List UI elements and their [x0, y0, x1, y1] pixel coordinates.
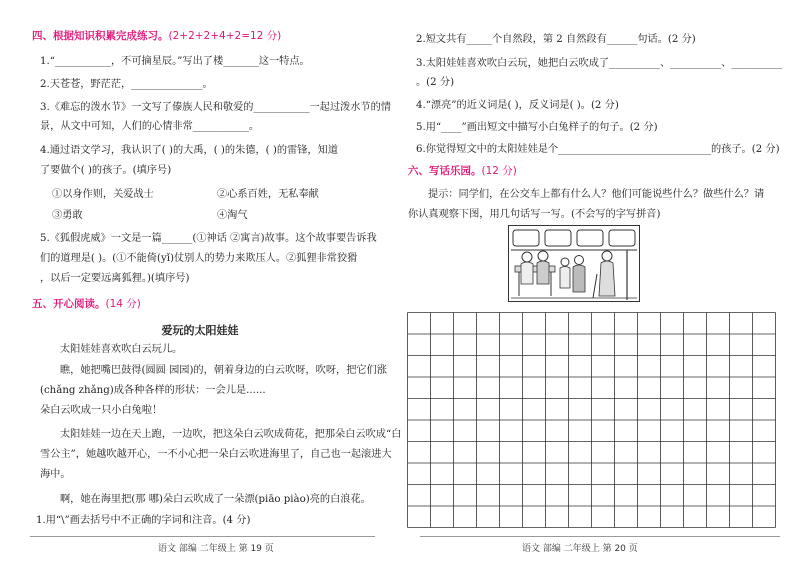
question-3-line-1: 3.《难忘的泼水节》一文写了傣族人民和敬爱的___________一起过泼水节的情	[40, 102, 391, 113]
question-5-line-1: 5.《狐假虎威》一文是一篇______(①神话 ②寓言)故事。这个故事要告诉我	[40, 233, 377, 244]
bus-scene-illustration	[508, 225, 640, 302]
writing-grid-lines	[407, 312, 783, 532]
question-5-line-3: ，以后一定要远离狐狸。)(填序号)	[40, 273, 190, 284]
writing-grid[interactable]	[407, 312, 783, 532]
option-4: ④淘气	[217, 210, 248, 221]
story-paragraph-2-line-1: 瞧，她把嘴巴鼓得(圆圆 园园)的，朝着身边的白云吹呀，吹呀，把它们涨	[60, 365, 387, 376]
reading-question-2: 2.短文共有_____个自然段，第 2 自然段有______句话。(2 分)	[416, 34, 696, 45]
right-footer-divider	[420, 536, 780, 537]
question-1: 1.“___________，不可摘星辰。”写出了楼_______这一特点。	[40, 56, 310, 67]
bus-scene-drawing	[509, 226, 639, 301]
reading-question-3-line-1: 3.太阳娃娃喜欢吹白云玩，她把白云吹成了__________、__________、__________	[416, 58, 783, 69]
section-4-title: 四、根据知识积累完成练习。	[32, 30, 169, 42]
story-title: 爱玩的太阳娃娃	[161, 324, 239, 337]
left-page-footer: 语文 部编 二年级上 第 19 页	[158, 544, 274, 554]
right-page-footer: 语文 部编 二年级上 第 20 页	[522, 544, 638, 554]
option-2: ②心系百姓，无私奉献	[217, 189, 319, 200]
left-footer-divider	[30, 536, 375, 537]
section-6-heading	[408, 165, 517, 178]
option-1: ①以身作则，关爱战士	[52, 189, 154, 200]
writing-prompt-line-1: 提示：同学们，在公交车上都有什么人？他们可能说些什么？做些什么？请	[428, 189, 765, 200]
story-paragraph-2-line-3: 朵白云吹成一只小白兔啦！	[40, 405, 163, 416]
section-5-title: 五、开心阅读。	[32, 298, 106, 310]
question-4-line-1: 4.通过语文学习，我认识了( )的大禹，( )的朱德，( )的雷锋，知道	[40, 145, 338, 156]
question-2: 2.天苍苍，野茫茫，______________。	[40, 79, 213, 90]
reading-question-5: 5.用“____”画出短文中描写小白兔样子的句子。(2 分)	[416, 122, 658, 133]
section-4-points: (2+2+2+4+2=12 分)	[168, 30, 282, 42]
question-4-line-2: 了要做个( )的孩子。(填序号)	[40, 165, 172, 176]
section-5-points: (14 分)	[105, 298, 141, 310]
writing-prompt-line-2: 你认真观察下图，用几句话写一写。(不会写的字写拼音)	[408, 209, 661, 220]
question-5-line-2: 们的道理是( )。(①不能倚(yǐ)仗别人的势力来欺压人。②狐狸非常狡猾	[40, 253, 358, 264]
story-paragraph-1: 太阳娃娃喜欢吹白云玩儿。	[60, 344, 183, 355]
section-6-title: 六、写话乐园。	[408, 165, 482, 177]
question-3-line-2: 景，从文中可知，人们的心情非常___________。	[40, 121, 260, 132]
story-paragraph-3-line-3: 海中。	[40, 469, 71, 480]
section-5-heading	[32, 298, 141, 311]
story-paragraph-3-line-2: 雪公主”，她越吹越开心，一不小心把一朵白云吹进海里了，自己也一起滚进大	[40, 449, 392, 460]
reading-question-3-line-2: 。(2 分)	[416, 77, 455, 88]
right-page	[400, 0, 800, 576]
section-6-points: (12 分)	[481, 165, 517, 177]
story-paragraph-3-line-1: 太阳娃娃一边在天上跑，一边吹，把这朵白云吹成荷花，把那朵白云吹成“白	[60, 429, 402, 440]
story-paragraph-2-line-2: (chǎng zhǎng)成各种各样的形状：一会儿是......	[40, 385, 266, 396]
section-4-heading	[32, 30, 281, 43]
story-paragraph-4: 啊，她在海里把(那 哪)朵白云吹成了一朵漂(piāo piào)亮的白浪花。	[60, 494, 371, 505]
reading-question-1: 1.用“\”画去括号中不正确的字词和注音。(4 分)	[36, 515, 251, 526]
option-3: ③勇敢	[52, 210, 83, 221]
reading-question-6: 6.你觉得短文中的太阳娃娃是个______________________________的孩子。(2 分)	[416, 144, 780, 155]
reading-question-4: 4.“漂亮”的近义词是( )，反义词是( )。(2 分)	[416, 100, 619, 111]
